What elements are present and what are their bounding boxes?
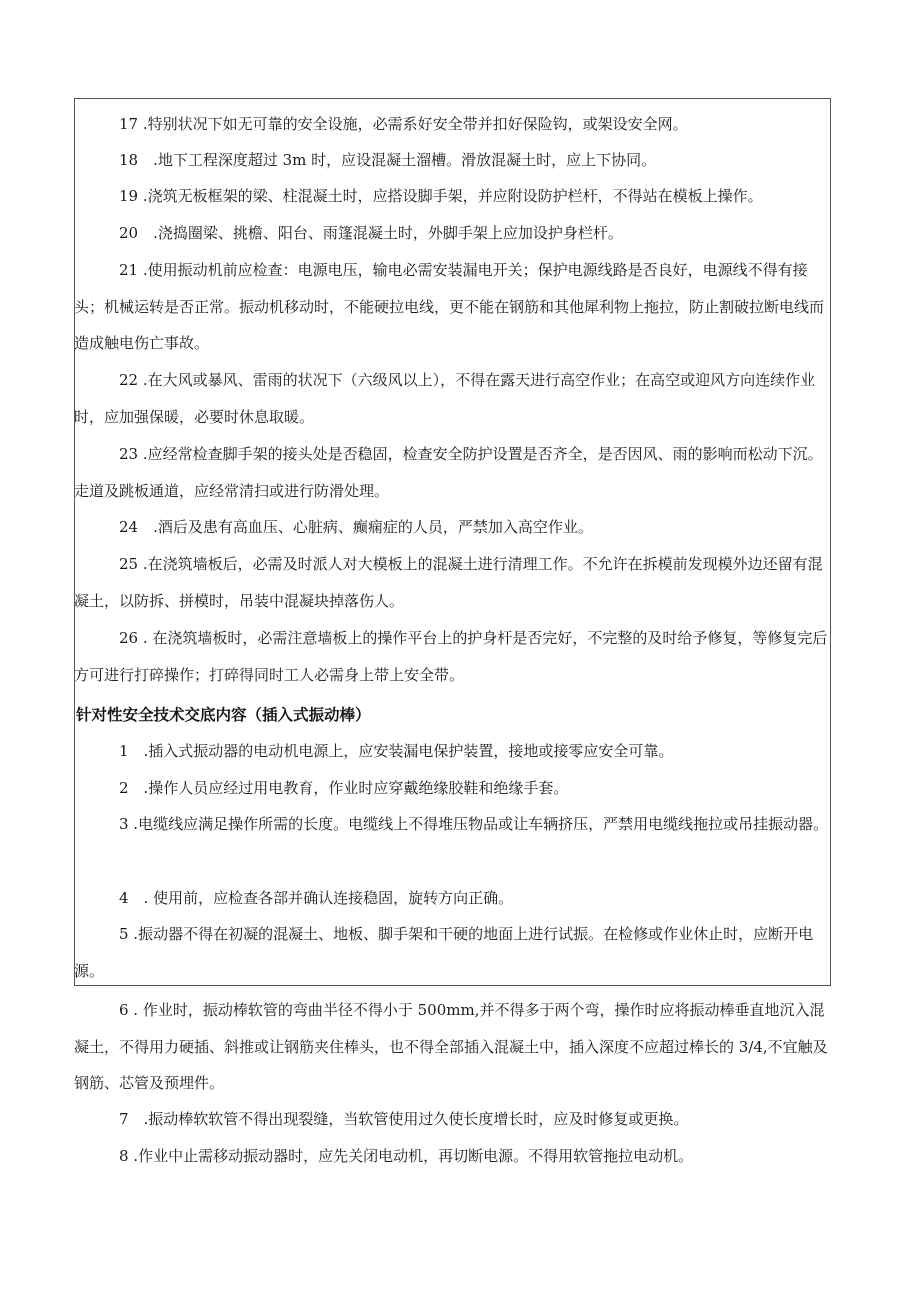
list-item-8: 8 .作业中止需移动振动器时，应先关闭电动机，再切断电源。不得用软管拖拉电动机。 [119,1147,694,1165]
list-item-5: 5 .振动器不得在初凝的混凝土、地板、脚手架和干硬的地面上进行试振。在检修或作业休止时，应断开电源。 [74,925,814,980]
list-item-21: 21 .使用振动机前应检查：电源电压，输电必需安装漏电开关；保护电源线路是否良好，电源线不得有接头；机械运转是否正常。振动机移动时，不能硬拉电线，更不能在钢筋和其他犀利物上拖拉，防止割破拉断电线而造成触电伤亡事故。 [74,261,825,352]
list-item-23: 23 .应经常检查脚手架的接头处是否稳固，检查安全防护设置是否齐全，是否因风、雨的影响而松动下沉。走道及跳板通道，应经常清扫或进行防滑处理。 [74,445,823,500]
list-item-7: 7 .振动棒软软管不得出现裂缝，当软管使用过久使长度增长时，应及时修复或更换。 [119,1110,689,1128]
list-item-3: 3 .电缆线应满足操作所需的长度。电缆线上不得堆压物品或让车辆挤压，严禁用电缆线拖拉或吊挂振动器。 [119,815,829,833]
list-item-18: 18 .地下工程深度超过 3m 时，应设混凝土溜槽。滑放混凝土时，应上下协同。 [119,151,657,169]
list-item-2: 2 .操作人员应经过用电教育，作业时应穿戴绝缘胶鞋和绝缘手套。 [119,779,569,797]
list-item-20: 20 .浇捣圈梁、挑檐、阳台、雨篷混凝土时，外脚手架上应加设护身栏杆。 [119,224,623,242]
list-item-6: 6 . 作业时，振动棒软管的弯曲半径不得小于 500mm,并不得多于两个弯，操作时应将振动棒垂直地沉入混凝土，不得用力硬插、斜推或让钢筋夹住棒头，也不得全部插入混凝土中，插入深度不应超过棒长的 3/4,不宜触及钢筋、芯管及预埋件。 [74,1001,828,1092]
list-item-19: 19 .浇筑无板框架的梁、柱混凝土时，应搭设脚手架，并应附设防护栏杆，不得站在模板上操作。 [119,187,763,205]
list-item-26: 26 . 在浇筑墙板时，必需注意墙板上的操作平台上的护身杆是否完好，不完整的及时给予修复，等修复完后方可进行打碎操作；打碎得同时工人必需身上带上安全带。 [74,629,828,684]
list-item-17: 17 .特别状况下如无可靠的安全设施，必需系好安全带并扣好保险钩，或架设安全网。 [119,115,688,133]
list-item-4: 4 . 使用前，应检查各部并确认连接稳固，旋转方向正确。 [119,889,514,907]
list-item-25: 25 .在浇筑墙板后，必需及时派人对大模板上的混凝土进行清理工作。不允许在拆模前发现模外边还留有混凝土，以防拆、拼模时，吊装中混凝块掉落伤人。 [74,555,823,610]
list-item-24: 24 .酒后及患有高血压、心脏病、癫痫症的人员，严禁加入高空作业。 [119,518,593,536]
list-item-22: 22 .在大风或暴风、雷雨的状况下（六级风以上），不得在露天进行高空作业；在高空或迎风方向连续作业时，应加强保暖，必要时休息取暖。 [74,371,816,426]
section-heading: 针对性安全技术交底内容（插入式振动棒） [76,706,371,724]
list-item-1: 1 .插入式振动器的电动机电源上，应安装漏电保护装置，接地或接零应安全可靠。 [119,742,674,760]
